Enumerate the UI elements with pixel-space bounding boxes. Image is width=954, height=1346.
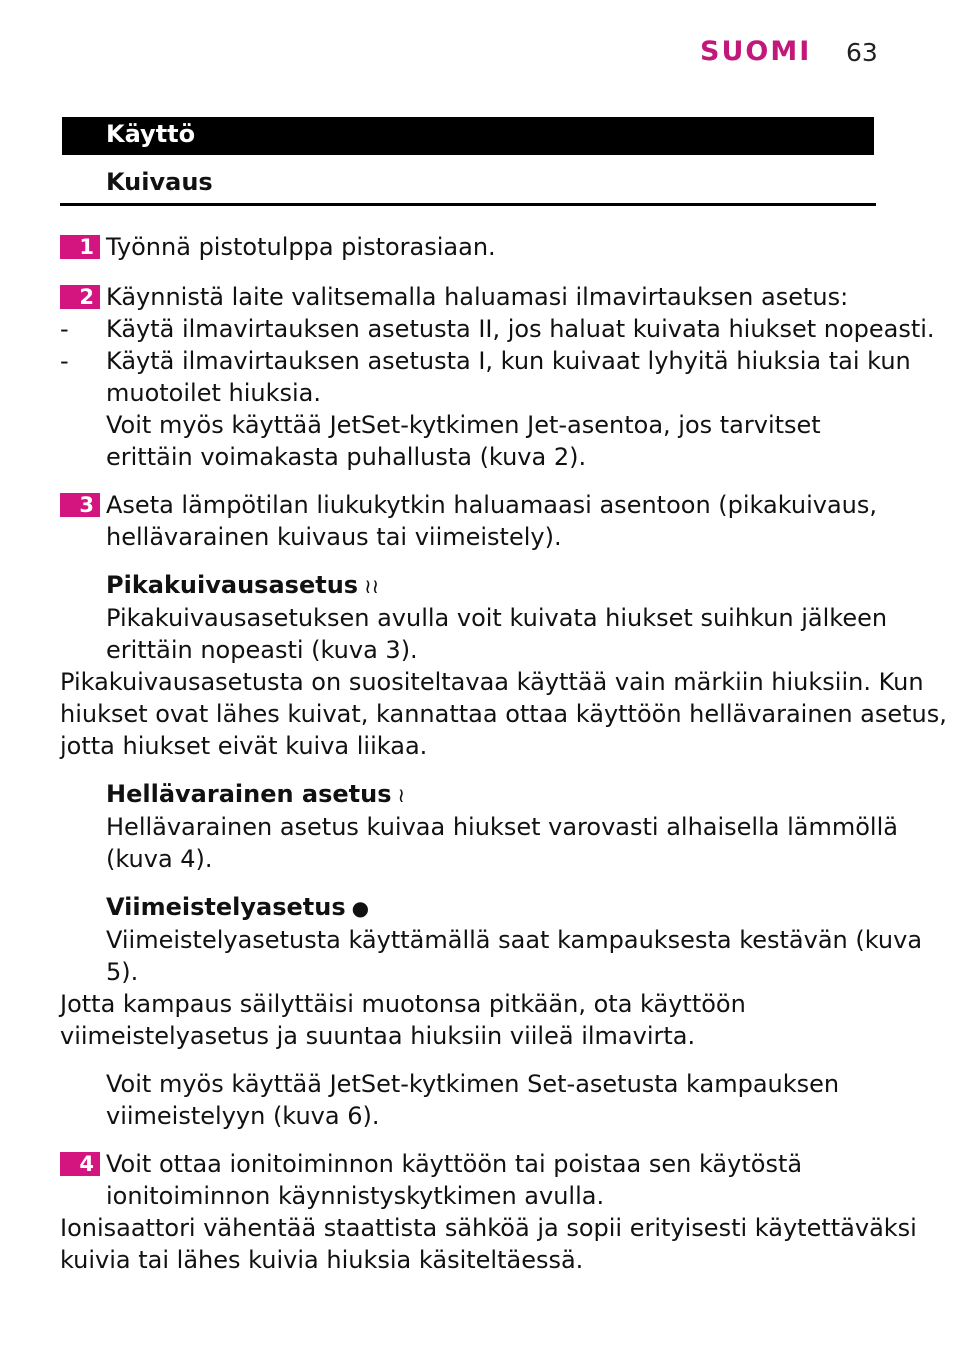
step-number: 1 (79, 235, 94, 259)
setting-title-label: Hellävarainen asetus (106, 780, 392, 808)
bullet-text: Käytä ilmavirtauksen asetusta I, kun kuivaat lyhyitä hiuksia tai kun (106, 347, 911, 375)
bullet-dash: - (60, 315, 69, 343)
setting-text: Viimeistelyasetusta käyttämällä saat kampauksesta kestävän (kuva (106, 926, 923, 954)
setting-title-label: Pikakuivausasetus (106, 571, 359, 599)
subsection-title: Kuivaus (106, 168, 213, 196)
jetset-set-note: Voit myös käyttää JetSet-kytkimen Set-asetusta kampauksen (106, 1070, 840, 1098)
step-text: ionitoiminnon käynnistyskytkimen avulla. (106, 1182, 605, 1210)
language-label: SUOMI (700, 36, 812, 67)
step-number: 4 (79, 1152, 94, 1176)
step-text: Työnnä pistotulppa pistorasiaan. (106, 233, 496, 261)
setting-title-label: Viimeistelyasetus (106, 893, 346, 921)
step-number: 2 (79, 285, 94, 309)
setting-text: erittäin nopeasti (kuva 3). (106, 636, 418, 664)
step-text: Käynnistä laite valitsemalla haluamasi ilmavirtauksen asetus: (106, 283, 849, 311)
step-number: 3 (79, 493, 94, 517)
setting-text: Hellävarainen asetus kuivaa hiukset varovasti alhaisella lämmöllä (106, 813, 898, 841)
bullet-dash: - (60, 347, 69, 375)
section-title: Käyttö (106, 120, 196, 148)
page-number: 63 (846, 38, 878, 67)
jetset-set-note: viimeistelyyn (kuva 6). (106, 1102, 380, 1130)
step-text: Voit ottaa ionitoiminnon käyttöön tai poistaa sen käytöstä (106, 1150, 803, 1178)
step-text: hellävarainen kuivaus tai viimeistely). (106, 523, 562, 551)
setting-title-fast (106, 573, 379, 597)
bullet-text: Käytä ilmavirtauksen asetusta II, jos haluat kuivata hiukset nopeasti. (106, 315, 935, 343)
setting-text: 5). (106, 958, 139, 986)
dot-icon: ● (351, 896, 370, 920)
setting-title-gentle (106, 782, 405, 806)
divider (60, 203, 876, 206)
setting-text: Pikakuivausasetuksen avulla voit kuivata hiukset suihkun jälkeen (106, 604, 888, 632)
setting-note: Pikakuivausasetusta on suositeltavaa käyttää vain märkiin hiuksiin. Kun (60, 668, 924, 696)
setting-note: jotta hiukset eivät kuiva liikaa. (60, 732, 428, 760)
setting-title-finish (106, 895, 369, 919)
setting-text: (kuva 4). (106, 845, 213, 873)
ion-note: Ionisaattori vähentää staattista sähköä ja sopii erityisesti käytettäväksi (60, 1214, 917, 1242)
setting-note: Jotta kampaus säilyttäisi muotonsa pitkään, ota käyttöön (60, 990, 746, 1018)
bullet-text: muotoilet hiuksia. (106, 379, 322, 407)
setting-note: hiukset ovat lähes kuivat, kannattaa ottaa käyttöön hellävarainen asetus, (60, 700, 947, 728)
jetset-note: erittäin voimakasta puhallusta (kuva 2). (106, 443, 587, 471)
jetset-note: Voit myös käyttää JetSet-kytkimen Jet-asentoa, jos tarvitset (106, 411, 821, 439)
heat-high-icon: ≀≀ (364, 574, 380, 598)
heat-low-icon: ≀ (397, 783, 406, 807)
setting-note: viimeistelyasetus ja suuntaa hiuksiin viileä ilmavirta. (60, 1022, 696, 1050)
ion-note: kuivia tai lähes kuivia hiuksia käsiteltäessä. (60, 1246, 584, 1274)
step-text: Aseta lämpötilan liukukytkin haluamaasi asentoon (pikakuivaus, (106, 491, 878, 519)
